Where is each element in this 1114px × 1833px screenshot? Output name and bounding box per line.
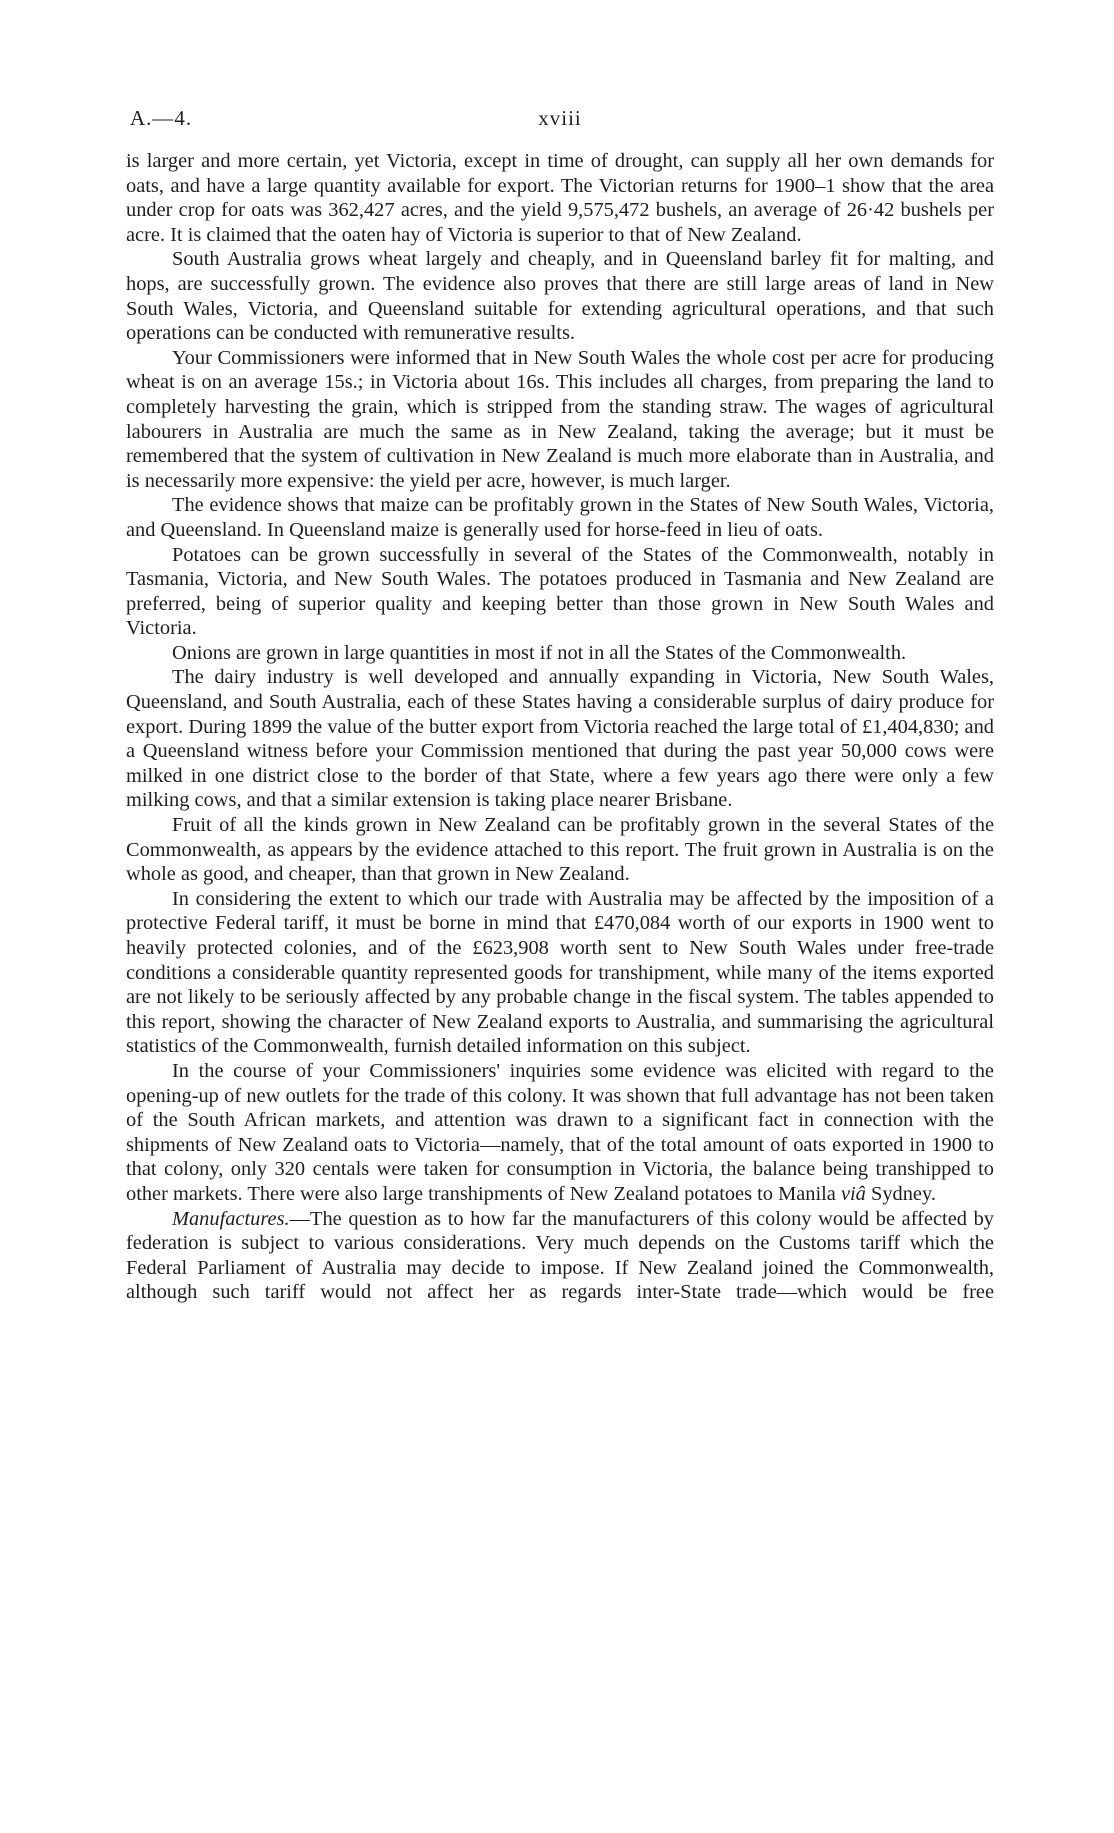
report-body xyxy=(126,149,994,1305)
paragraph-dairy: The dairy industry is well developed and annually expanding in Victoria, New South Wales, Queensland, and South Australia, each of these States having a considerable surplus of dairy produce for export. During 1899 the value of the butter export from Victoria reached the large total of £1,404,830; and a Queensland witness before your Commission mentioned that during the past year 50,000 cows were milked in one district close to the border of that State, where a few years ago there were only a few milking cows, and that a similar extension is taking place nearer Brisbane. xyxy=(126,666,994,812)
page-number: xviii xyxy=(538,106,582,130)
italic-via: viâ xyxy=(840,1182,866,1205)
paragraph-new-outlets-end: Sydney. xyxy=(865,1182,936,1205)
paragraph-manufactures-text: —The question as to how far the manufacturers of this colony would be affected by federation is subject to various considerations. Very much depends on the Customs tariff which the Federal Parliament of Australia may decide to impose. If New Zealand joined the Commonwealth, although such tariff would not affect her as regards inter-State trade—which would be free xyxy=(126,1207,994,1304)
paragraph-federal-tariff: In considering the extent to which our trade with Australia may be affected by the imposition of a protective Federal tariff, it must be borne in mind that £470,084 worth of our exports in 1900 went to heavily protected colonies, and of the £623,908 worth sent to New South Wales under free-trade conditions a considerable quantity represented goods for transhipment, while many of the items exported are not likely to be seriously affected by any probable change in the fiscal system. The tables appended to this report, showing the character of New Zealand exports to Australia, and summarising the agricultural statistics of the Commonwealth, furnish detailed information on this subject. xyxy=(126,887,994,1058)
section-run-in-manufactures: Manufactures. xyxy=(172,1207,290,1230)
paragraph-maize: The evidence shows that maize can be profitably grown in the States of New South Wales, Victoria, and Queensland. In Queensland maize is generally used for horse-feed in lieu of oats. xyxy=(126,494,994,541)
paragraph-wheat-cost: Your Commissioners were informed that in New South Wales the whole cost per acre for producing wheat is on an average 15s.; in Victoria about 16s. This includes all charges, from preparing the land to completely harvesting the grain, which is stripped from the standing straw. The wages of agricultural labourers in Australia are much the same as in New Zealand, taking the average; but it must be remembered that the system of cultivation in New Zealand is much more elaborate than in Australia, and is necessarily more expensive: the yield per acre, however, is much larger. xyxy=(126,346,994,492)
paragraph-new-outlets-text: In the course of your Commissioners' inquiries some evidence was elicited with regard to the opening-up of new outlets for the trade of this colony. It was shown that full advantage has not been taken of the South African markets, and attention was drawn to a significant fact in connection with the shipments of New Zealand oats to Victoria—namely, that of the total amount of oats exported in 1900 to that colony, only 320 centals were taken for consumption in Victoria, the balance being transhipped to other markets. There were also large transhipments of New Zealand potatoes to Manila xyxy=(126,1059,994,1205)
paragraph-south-australia: South Australia grows wheat largely and cheaply, and in Queensland barley fit for malting, and hops, are successfully grown. The evidence also proves that there are still large areas of land in New South Wales, Victoria, and Queensland suitable for extending agricultural operations, and that such operations can be conducted with remunerative results. xyxy=(126,248,994,345)
paragraph-onions: Onions are grown in large quantities in most if not in all the States of the Commonwealth. xyxy=(172,641,907,664)
paragraph-potatoes: Potatoes can be grown successfully in several of the States of the Commonwealth, notably in Tasmania, Victoria, and New South Wales. The potatoes produced in Tasmania and New Zealand are preferred, being of superior quality and keeping better than those grown in New South Wales and Victoria. xyxy=(126,543,994,640)
page-reference: A.—4. xyxy=(130,106,193,130)
paragraph-manufactures xyxy=(126,1207,994,1305)
paragraph-fruit: Fruit of all the kinds grown in New Zealand can be profitably grown in the several States of the Commonwealth, as appears by the evidence attached to this report. The fruit grown in Australia is on the whole as good, and cheaper, than that grown in New Zealand. xyxy=(126,814,994,886)
page-header xyxy=(130,104,990,132)
paragraph-new-outlets xyxy=(126,1059,994,1207)
paragraph-oats: is larger and more certain, yet Victoria, except in time of drought, can supply all her own demands for oats, and have a large quantity available for export. The Victorian returns for 1900–1 show that the area under crop for oats was 362,427 acres, and the yield 9,575,472 bushels, an average of 26·42 bushels per acre. It is claimed that the oaten hay of Victoria is superior to that of New Zealand. xyxy=(126,150,994,246)
